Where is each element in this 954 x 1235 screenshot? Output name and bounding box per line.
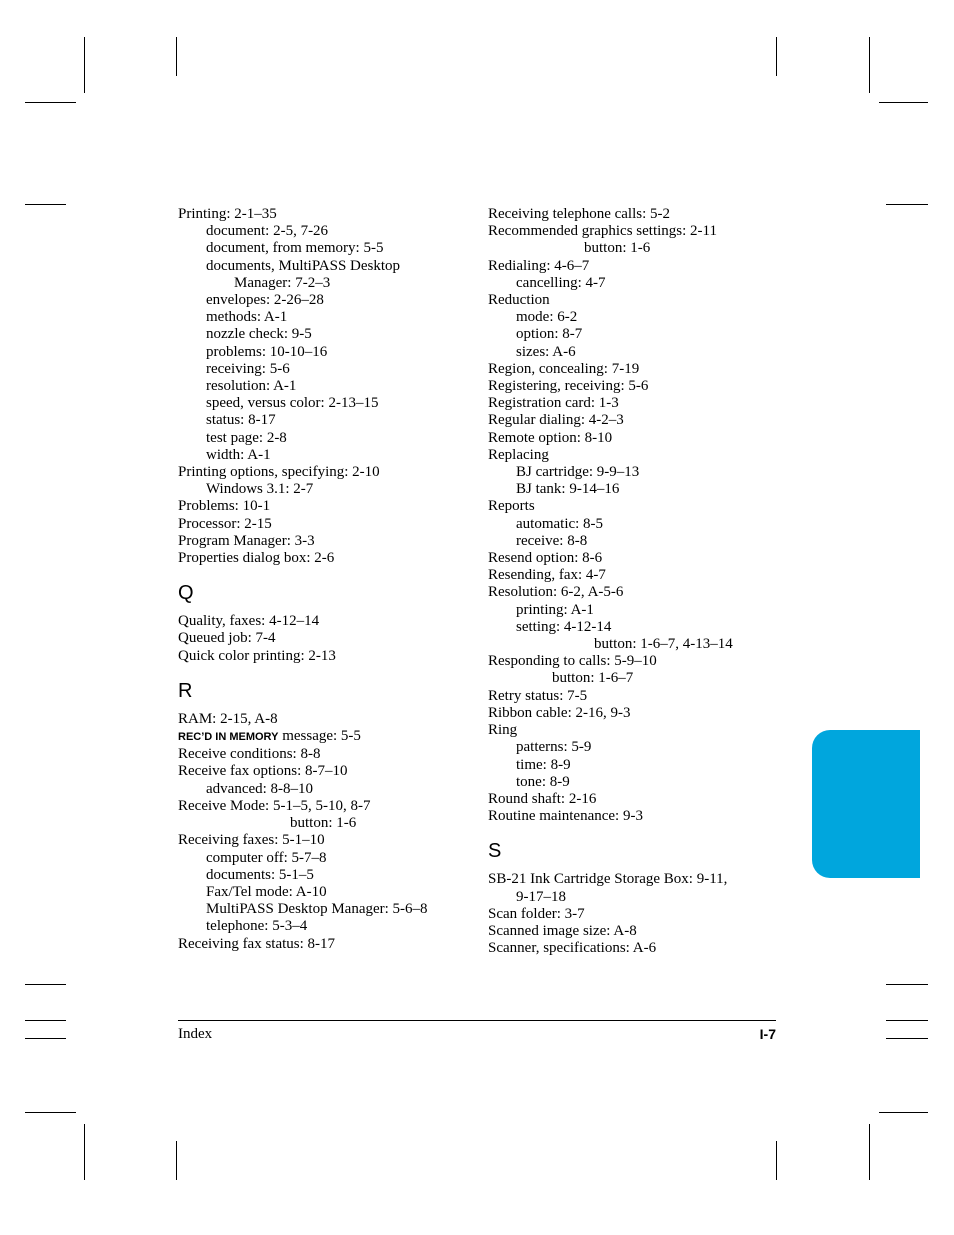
- crop-mark: [25, 102, 76, 103]
- index-subentry: BJ cartridge: 9-9–13: [516, 464, 640, 481]
- crop-mark: [886, 984, 928, 985]
- index-subentry: documents: 5-1–5: [206, 866, 314, 883]
- crop-mark: [84, 1124, 85, 1180]
- index-entry: Redialing: 4-6–7: [488, 257, 590, 274]
- index-subentry: time: 8-9: [516, 756, 571, 773]
- index-subentry: sizes: A-6: [516, 343, 576, 360]
- index-subentry: Windows 3.1: 2-7: [206, 481, 314, 498]
- index-entry: Scanned image size: A-8: [488, 922, 637, 939]
- index-entry: Registration card: 1-3: [488, 395, 619, 412]
- index-subentry: automatic: 8-5: [516, 515, 604, 532]
- index-entry: Printing: 2-1–35: [178, 206, 277, 222]
- index-entry: Resolution: 6-2, A-5-6: [488, 584, 624, 601]
- index-entry: Quick color printing: 2-13: [178, 647, 336, 664]
- index-subentry: advanced: 8-8–10: [206, 780, 314, 797]
- crop-mark: [25, 1112, 76, 1113]
- index-subentry: status: 8-17: [206, 412, 276, 429]
- index-subentry: document, from memory: 5-5: [206, 240, 384, 257]
- index-subentry: option: 8-7: [516, 326, 583, 343]
- index-entry: Regular dialing: 4-2–3: [488, 412, 624, 429]
- index-subentry: problems: 10-10–16: [206, 343, 328, 360]
- crop-mark: [886, 1038, 928, 1039]
- index-subentry: button: 1-6: [584, 240, 651, 257]
- index-subentry: receive: 8-8: [516, 532, 588, 549]
- crop-mark: [869, 1124, 870, 1180]
- index-entry: Replacing: [488, 446, 549, 463]
- crop-mark: [84, 37, 85, 93]
- index-entry: Receive fax options: 8-7–10: [178, 763, 348, 780]
- footer-rule: [178, 1020, 776, 1021]
- crop-mark: [879, 102, 928, 103]
- index-entry: Responding to calls: 5-9–10: [488, 653, 657, 670]
- index-entry: Ribbon cable: 2-16, 9-3: [488, 704, 631, 721]
- index-subentry: computer off: 5-7–8: [206, 849, 327, 866]
- section-letter-s: S: [488, 840, 502, 863]
- index-entry: Processor: 2-15: [178, 515, 272, 532]
- small-caps-term: REC’D IN MEMORY: [178, 731, 279, 744]
- index-column-right: [488, 206, 798, 957]
- index-continuation: 9-17–18: [516, 888, 566, 905]
- index-subentry: patterns: 5-9: [516, 739, 592, 756]
- crop-mark: [776, 37, 777, 76]
- index-entry: Properties dialog box: 2-6: [178, 550, 335, 567]
- index-subentry: setting: 4-12-14: [516, 618, 612, 635]
- index-entry: Reduction: [488, 292, 550, 309]
- crop-mark: [776, 1141, 777, 1180]
- index-subentry: document: 2-5, 7-26: [206, 223, 329, 240]
- index-entry: SB-21 Ink Cartridge Storage Box: 9-11,: [488, 871, 728, 888]
- index-entry: RAM: 2-15, A-8: [178, 710, 278, 727]
- index-entry: [178, 728, 478, 746]
- crop-mark: [25, 204, 66, 205]
- index-subentry: button: 1-6–7, 4-13–14: [594, 636, 733, 653]
- index-entry: Scan folder: 3-7: [488, 905, 585, 922]
- index-subentry: button: 1-6: [290, 815, 357, 832]
- page-number: I-7: [759, 1026, 776, 1042]
- index-subentry: cancelling: 4-7: [516, 274, 606, 291]
- index-entry: Reports: [488, 498, 535, 515]
- index-subentry: methods: A-1: [206, 309, 288, 326]
- index-subentry: documents, MultiPASS Desktop: [206, 257, 401, 274]
- crop-mark: [25, 984, 66, 985]
- index-entry: Retry status: 7-5: [488, 687, 588, 704]
- index-subentry: receiving: 5-6: [206, 360, 290, 377]
- index-entry: Ring: [488, 722, 518, 739]
- index-subentry: printing: A-1: [516, 601, 594, 618]
- index-entry: Problems: 10-1: [178, 498, 271, 515]
- index-subentry: width: A-1: [206, 446, 271, 463]
- footer-section-name: Index: [178, 1026, 213, 1042]
- index-subentry: button: 1-6–7: [552, 670, 634, 687]
- crop-mark: [25, 1038, 66, 1039]
- index-subentry: nozzle check: 9-5: [206, 326, 312, 343]
- crop-mark: [886, 204, 928, 205]
- index-entry: Receiving fax status: 8-17: [178, 935, 336, 952]
- crop-mark: [176, 37, 177, 76]
- index-continuation: Manager: 7-2–3: [234, 274, 331, 291]
- index-subentry: MultiPASS Desktop Manager: 5-6–8: [206, 901, 428, 918]
- index-entry: Printing options, specifying: 2-10: [178, 464, 380, 481]
- index-subentry: tone: 8-9: [516, 773, 570, 790]
- crop-mark: [886, 1020, 928, 1021]
- index-column-left: [178, 206, 478, 953]
- index-entry: Remote option: 8-10: [488, 429, 613, 446]
- index-entry: Receive conditions: 8-8: [178, 746, 321, 763]
- crop-mark: [869, 37, 870, 93]
- index-subentry: telephone: 5-3–4: [206, 918, 308, 935]
- index-subentry: envelopes: 2-26–28: [206, 292, 324, 309]
- index-entry: Program Manager: 3-3: [178, 532, 315, 549]
- index-subentry: speed, versus color: 2-13–15: [206, 395, 379, 412]
- index-entry-text: message: 5-5: [278, 728, 361, 745]
- index-entry: Registering, receiving: 5-6: [488, 378, 649, 395]
- crop-mark: [176, 1141, 177, 1180]
- section-tab: [812, 730, 920, 878]
- index-subentry: mode: 6-2: [516, 309, 578, 326]
- index-entry: Recommended graphics settings: 2-11: [488, 223, 717, 240]
- section-letter-r: R: [178, 679, 193, 702]
- index-entry: Receive Mode: 5-1–5, 5-10, 8-7: [178, 797, 371, 814]
- index-entry: Receiving faxes: 5-1–10: [178, 832, 325, 849]
- section-letter-q: Q: [178, 582, 194, 605]
- index-subentry: Fax/Tel mode: A-10: [206, 883, 327, 900]
- index-subentry: BJ tank: 9-14–16: [516, 481, 620, 498]
- crop-mark: [879, 1112, 928, 1113]
- index-subentry: resolution: A-1: [206, 378, 297, 395]
- index-entry: Scanner, specifications: A-6: [488, 940, 657, 957]
- index-entry: Region, concealing: 7-19: [488, 360, 640, 377]
- index-entry: Resending, fax: 4-7: [488, 567, 606, 584]
- crop-mark: [25, 1020, 66, 1021]
- index-subentry: test page: 2-8: [206, 429, 287, 446]
- index-entry: Quality, faxes: 4-12–14: [178, 613, 320, 630]
- index-entry: Round shaft: 2-16: [488, 790, 597, 807]
- index-entry: Receiving telephone calls: 5-2: [488, 206, 671, 222]
- index-entry: Routine maintenance: 9-3: [488, 808, 643, 825]
- index-entry: Resend option: 8-6: [488, 550, 603, 567]
- index-entry: Queued job: 7-4: [178, 630, 276, 647]
